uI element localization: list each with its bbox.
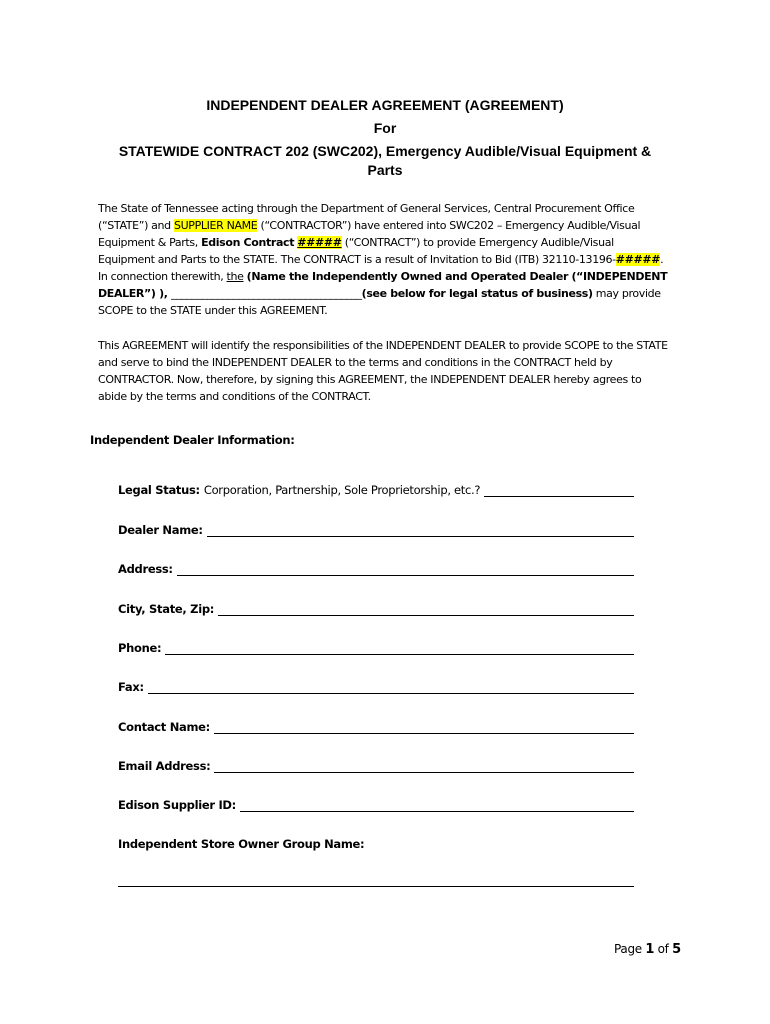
field-label: Edison Supplier ID: (118, 798, 236, 812)
supplier-name-placeholder: SUPPLIER NAME (173, 219, 258, 232)
store-owner-group-line[interactable] (118, 886, 634, 887)
edison-supplier-id-field[interactable] (118, 794, 634, 812)
edison-contract-label: Edison Contract (201, 236, 295, 249)
fill-in-line[interactable] (214, 720, 634, 734)
of-word: of (657, 942, 669, 956)
contract-number-placeholder: ##### (297, 236, 342, 249)
fill-in-line[interactable] (207, 523, 634, 537)
itb-number-placeholder: ##### (615, 253, 661, 266)
intro-text: may provide SCOPE to the STATE under this AGREEMENT. (98, 287, 661, 317)
page-word: Page (614, 942, 642, 956)
document-subtitle: STATEWIDE CONTRACT 202 (SWC202), Emergency Audible/Visual Equipment & (118, 143, 652, 159)
contact-name-field[interactable] (118, 716, 634, 734)
fill-in-line[interactable] (214, 759, 634, 773)
dealer-description: (Name the Independently Owned and Operated Dealer (“INDEPENDENT DEALER”) ), (98, 270, 668, 300)
intro-text: (“CONTRACTOR”) have entered into SWC202 – Emergency Audible/Visual Equipment & Parts, (98, 219, 641, 249)
store-owner-group-field (118, 833, 634, 851)
city-state-zip-field[interactable] (118, 598, 634, 616)
phone-field[interactable] (118, 637, 634, 655)
field-label: Legal Status: (118, 483, 200, 497)
field-label: Independent Store Owner Group Name: (118, 837, 365, 851)
document-title: INDEPENDENT DEALER AGREEMENT (AGREEMENT) (206, 97, 564, 113)
page-number (614, 942, 681, 957)
dealer-name-blank: _____________________________________ (171, 287, 362, 300)
dealer-name-field[interactable] (118, 519, 634, 537)
intro-text: (“CONTRACT”) to provide Emergency Audible/Visual Equipment and Parts to the STATE. The CONTRACT is a result of Invitation to Bid (ITB) 32110-13196- (98, 236, 616, 266)
fill-in-line[interactable] (240, 798, 634, 812)
field-label: Address: (118, 562, 173, 576)
fill-in-line[interactable] (484, 483, 634, 497)
legal-status-field[interactable] (118, 479, 634, 497)
fill-in-line[interactable] (148, 680, 634, 694)
agreement-paragraph: This AGREEMENT will identify the responsibilities of the INDEPENDENT DEALER to provide SCOPE to the STATE and serve to bind the INDEPENDENT DEALER to the terms and conditions in the CONTRACT held by CONTRACTOR. Now, therefore, by signing this AGREEMENT, the INDEPENDENT DEALER hereby agrees to abide by the terms and conditions of the CONTRACT. (98, 339, 668, 403)
intro-text: . In connection therewith, (98, 253, 664, 283)
legal-status-note: (see below for legal status of business) (361, 287, 593, 300)
intro-paragraph (98, 200, 673, 319)
fill-in-line[interactable] (165, 641, 634, 655)
email-address-field[interactable] (118, 755, 634, 773)
section-heading: Independent Dealer Information: (90, 433, 295, 447)
field-label: Email Address: (118, 759, 211, 773)
address-field[interactable] (118, 558, 634, 576)
field-hint: Corporation, Partnership, Sole Proprietorship, etc.? (203, 483, 481, 497)
fill-in-line[interactable] (218, 602, 634, 616)
document-title-for: For (373, 120, 397, 136)
fill-in-line[interactable] (177, 562, 634, 576)
current-page: 1 (645, 942, 655, 957)
total-pages: 5 (672, 942, 681, 957)
intro-text: The State of Tennessee acting through the Department of General Services, Central Procurement Office (“STATE”) and (98, 202, 635, 232)
field-label: Phone: (118, 641, 162, 655)
document-subtitle-cont: Parts (367, 162, 403, 178)
fax-field[interactable] (118, 676, 634, 694)
field-label: Contact Name: (118, 720, 210, 734)
field-label: Fax: (118, 680, 144, 694)
field-label: Dealer Name: (118, 523, 203, 537)
field-label: City, State, Zip: (118, 602, 215, 616)
the-underlined: the (226, 270, 244, 283)
